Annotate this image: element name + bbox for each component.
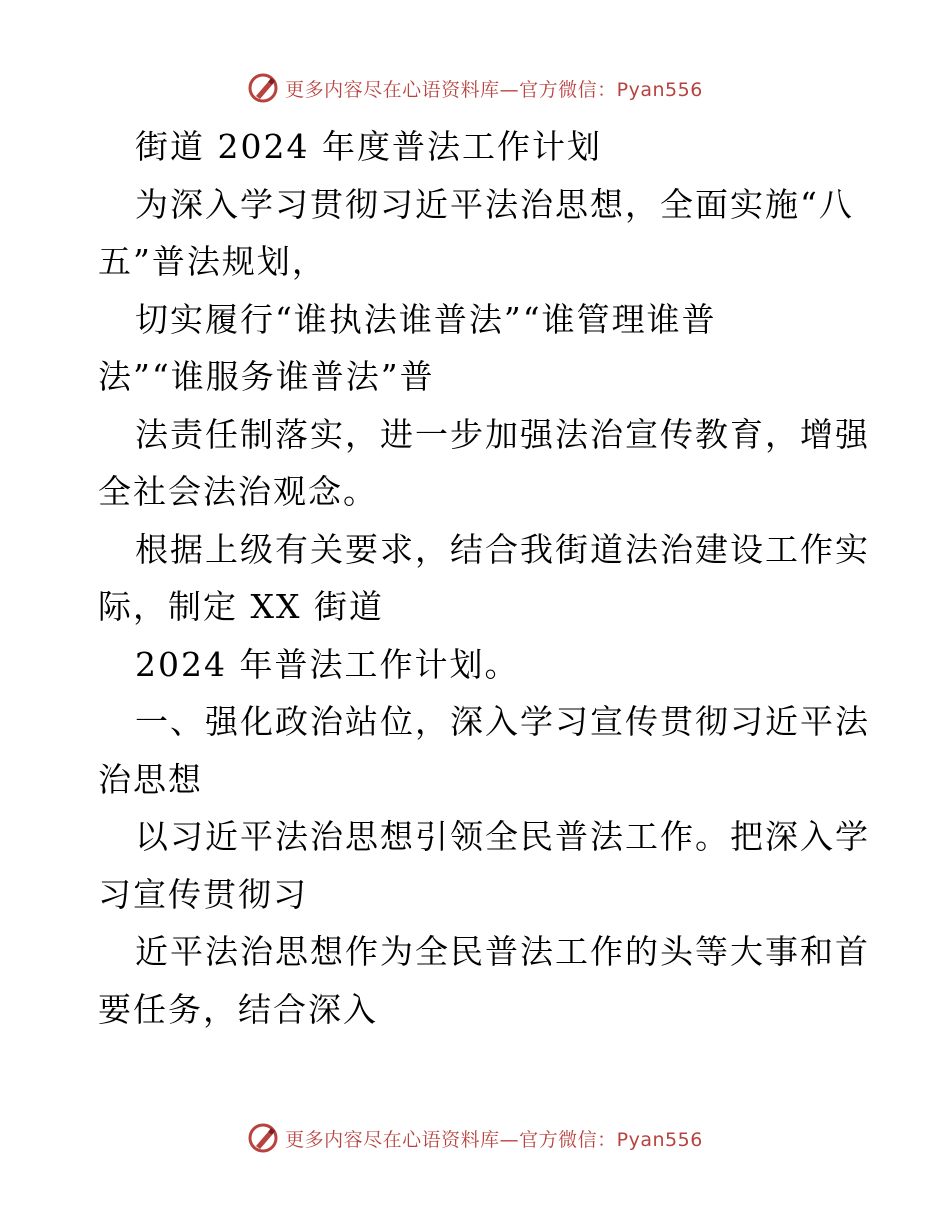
footer-watermark (0, 1122, 950, 1154)
header-watermark (0, 72, 950, 104)
doc-line-10: 一、强化政治站位，深入学习宣传贯彻习近平法 (135, 702, 870, 741)
doc-line-5: 法责任制落实，进一步加强法治宣传教育，增强 (135, 414, 870, 454)
watermark-text: 更多内容尽在心语资料库—官方微信：Pyan556 (285, 1128, 703, 1151)
doc-line-7: 根据上级有关要求，结合我街道法治建设工作实 (135, 529, 870, 569)
doc-line-4: 法”“谁服务谁普法”普 (98, 357, 435, 396)
doc-line-12: 以习近平法治思想引领全民普法工作。把深入学 (135, 817, 870, 856)
doc-line-3: 切实履行“谁执法谁普法”“谁管理谁普 (135, 299, 717, 339)
doc-line-1: 为深入学习贯彻习近平法治思想，全面实施“八 (135, 184, 854, 224)
doc-line-15: 要任务，结合深入 (98, 989, 378, 1029)
doc-line-0: 街道 2024 年度普法工作计划 (135, 127, 602, 166)
watermark-text: 更多内容尽在心语资料库—官方微信：Pyan556 (285, 78, 703, 101)
pen-circle-icon (247, 1122, 279, 1154)
pen-circle-icon (247, 72, 279, 104)
document-body (98, 118, 870, 1038)
doc-line-8: 际，制定 XX 街道 (98, 587, 384, 626)
doc-line-9: 2024 年普法工作计划。 (135, 644, 520, 684)
doc-line-13: 习宣传贯彻习 (98, 874, 308, 914)
doc-line-6: 全社会法治观念。 (98, 472, 378, 511)
doc-line-11: 治思想 (98, 759, 203, 799)
doc-line-14: 近平法治思想作为全民普法工作的头等大事和首 (135, 932, 870, 971)
doc-line-2: 五”普法规划， (98, 242, 327, 281)
